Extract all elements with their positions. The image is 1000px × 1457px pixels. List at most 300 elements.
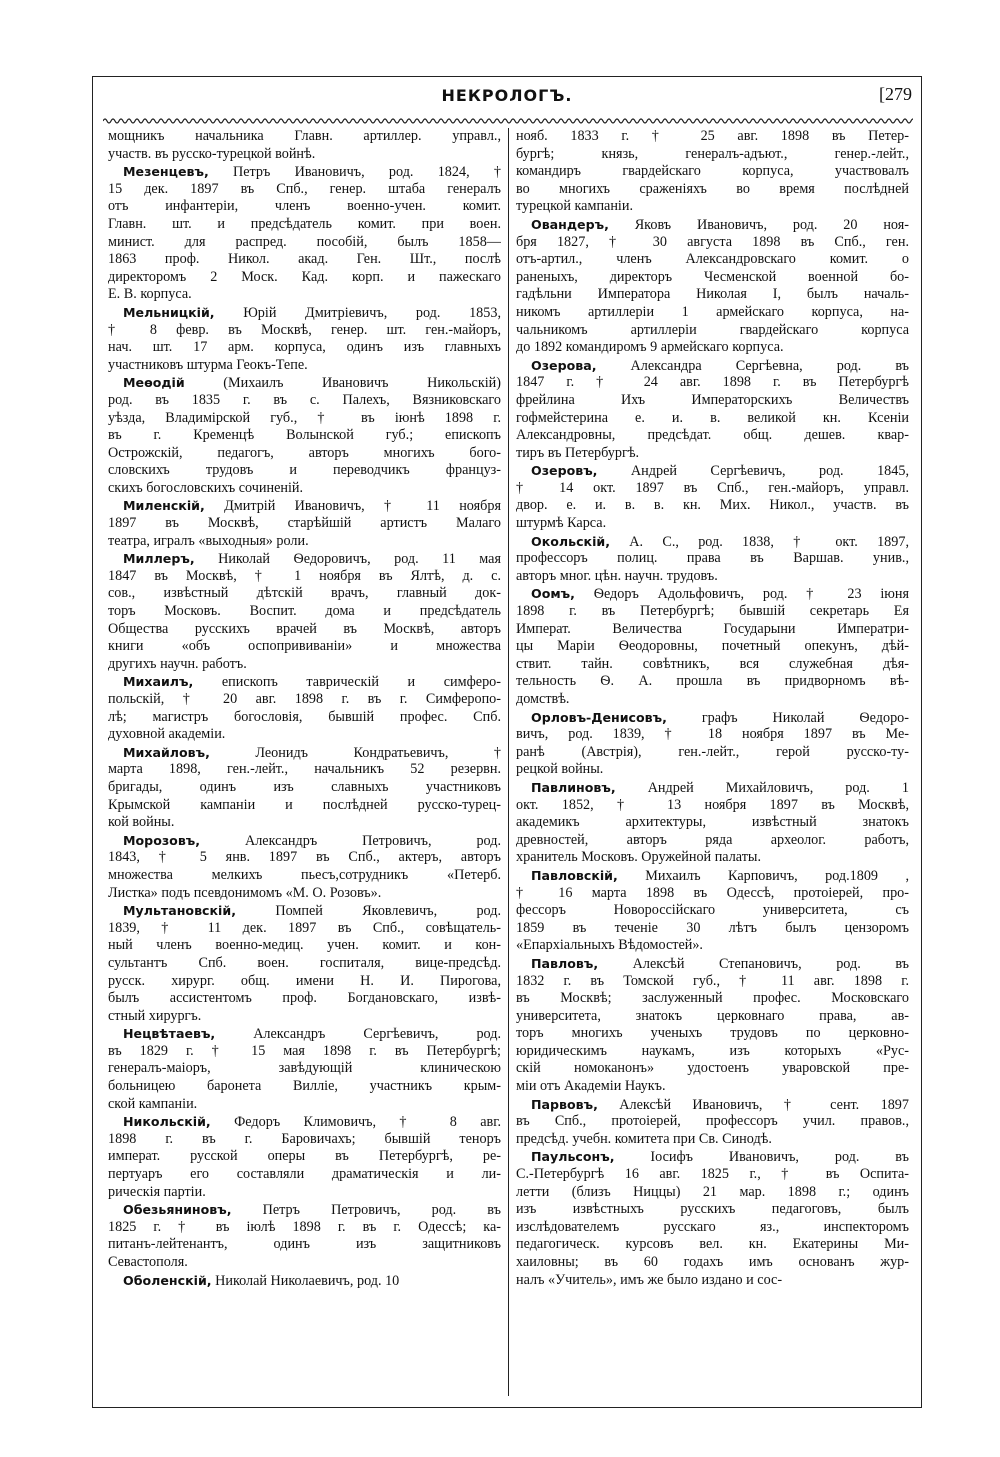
text-line: [516, 128, 909, 146]
line-text: С.-Петербургѣ 16 авг. 1825 г., † въ Оспита-: [516, 1166, 909, 1183]
line-text: Общества русскихъ врачей въ Москвѣ, авторъ: [108, 620, 501, 637]
text-line: [108, 832, 501, 850]
line-text: ствит. тайн. совѣтникъ, вся служебная дѣя-: [516, 655, 909, 672]
text-line: [516, 480, 909, 498]
text-line: [108, 216, 501, 234]
text-line: [108, 744, 501, 762]
text-line: [108, 990, 501, 1008]
line-text: Александра Сергѣевна, род. въ: [596, 357, 909, 374]
line-text: Императ. Величества Государыни Императри-: [516, 620, 909, 637]
obituary-entry: [108, 1113, 501, 1201]
text-line: [516, 251, 909, 269]
line-text: ской кампаніи.: [108, 1095, 198, 1112]
line-text: Николай Николаевичъ, род. 10: [211, 1272, 400, 1289]
obituary-entry: [516, 216, 909, 357]
text-line: [108, 902, 501, 920]
text-line: [516, 1148, 909, 1166]
line-text: рецкой войны.: [516, 761, 604, 778]
text-line: [516, 603, 909, 621]
text-line: [108, 392, 501, 410]
text-line: [108, 691, 501, 709]
line-text: Юрій Дмитріевичъ, род. 1853,: [214, 304, 501, 321]
page-title: НЕКРОЛОГЪ.: [441, 86, 573, 105]
text-line: [516, 621, 909, 639]
line-text: 1832 г. въ Томской губ., † 11 авг. 1898 г.: [516, 972, 909, 989]
line-text: авторъ мног. цѣн. научн. трудовъ.: [516, 567, 718, 584]
obituary-entry: [516, 128, 909, 216]
text-line: [108, 445, 501, 463]
line-text: Е. В. корпуса.: [108, 286, 192, 303]
line-text: пертуаръ его составляли драматическія и ли-: [108, 1166, 501, 1183]
text-line: [108, 163, 501, 181]
line-text: 1847 въ Москвѣ, † 1 ноября въ Ялтѣ, д. с.: [108, 567, 501, 584]
text-line: [108, 1008, 501, 1026]
obituary-entry: [108, 128, 501, 163]
text-line: [516, 181, 909, 199]
line-text: профессоръ полиц. права въ Варшав. унив.,: [516, 550, 909, 567]
obituary-entry: [516, 867, 909, 955]
text-line: [108, 585, 501, 603]
text-line: [516, 779, 909, 797]
text-line: [516, 1060, 909, 1078]
text-line: [516, 761, 909, 779]
obituary-entry: [516, 533, 909, 586]
text-line: [108, 814, 501, 832]
text-line: [108, 410, 501, 428]
line-text: участв. въ русско-турецкой войнѣ.: [108, 145, 316, 162]
entry-name: Окольскій,: [531, 533, 611, 549]
obituary-entry: [516, 1148, 909, 1289]
obituary-entry: [108, 832, 501, 902]
line-text: графъ Николай Ѳедоро-: [666, 709, 909, 726]
entry-name: Паульсонъ,: [531, 1149, 615, 1165]
text-line: [108, 638, 501, 656]
line-text: въ 1829 г. † 15 мая 1898 г. въ Петербургѣ;: [108, 1042, 501, 1059]
text-line: [108, 286, 501, 304]
line-text: въ г. Кременцѣ Волынской губ.; епископъ: [108, 427, 501, 444]
text-line: [108, 1148, 501, 1166]
line-text: императ. русской оперы въ Петербургѣ, ре-: [108, 1148, 501, 1165]
text-line: [516, 691, 909, 709]
text-line: [516, 585, 909, 603]
page-number: [279: [879, 84, 912, 104]
line-text: скихъ богословскихъ сочиненій.: [108, 479, 304, 496]
entry-name: Михайловъ,: [123, 744, 210, 760]
left-column: [108, 128, 501, 1398]
line-text: окт. 1852, † 13 ноября 1897 въ Москвѣ,: [516, 796, 909, 813]
text-line: [108, 322, 501, 340]
text-line: [516, 1008, 909, 1026]
entry-name: Овандеръ,: [531, 216, 609, 232]
line-text: марта 1898, ген.-лейт., начальникъ 52 резервн.: [108, 761, 501, 778]
line-text: 1843, † 5 янв. 1897 въ Спб., актеръ, авторъ: [108, 849, 501, 866]
obituary-entry: [108, 374, 501, 497]
line-text: университета, знатокъ церковнаго права, ав-: [516, 1007, 909, 1024]
line-text: бригады, одинъ изъ славныхъ участниковъ: [108, 778, 501, 795]
text-line: [516, 885, 909, 903]
text-line: [108, 1060, 501, 1078]
text-line: [516, 709, 909, 727]
line-text: множества мелкихъ пьесъ,сотрудникъ «Петерб.: [108, 866, 501, 883]
entry-name: Нецвѣтаевъ,: [123, 1026, 216, 1042]
line-text: въ Спб., протоіерей, профессоръ учил. правов.,: [516, 1113, 909, 1130]
obituary-entry: [108, 1025, 501, 1113]
text-line: [516, 920, 909, 938]
line-text: торъ многихъ ученыхъ трудовъ по церковно-: [516, 1025, 909, 1042]
entry-name: Павловскій,: [531, 867, 618, 883]
text-line: [516, 638, 909, 656]
line-text: Севастополя.: [108, 1254, 188, 1270]
text-line: [108, 146, 501, 164]
line-text: нояб. 1833 г. † 25 авг. 1898 въ Петер-: [516, 128, 909, 144]
text-line: [516, 990, 909, 1008]
line-text: † 14 окт. 1897 въ Спб., ген.-майоръ, управл.: [516, 479, 909, 496]
line-text: никомъ артиллеріи 1 армейскаго корпуса, на-: [516, 303, 909, 320]
text-line: [108, 1272, 501, 1290]
line-text: нач. шт. 17 арм. корпуса, одинъ изъ главныхъ: [108, 339, 501, 356]
line-text: 1847 г. † 24 авг. 1898 г. въ Петербургѣ: [516, 374, 909, 391]
text-line: [108, 374, 501, 392]
line-text: былъ ассистентомъ проф. Богдановскаго, извѣ-: [108, 990, 501, 1007]
text-line: [108, 427, 501, 445]
text-line: [516, 146, 909, 164]
line-text: ный членъ военно-медиц. учен. комит. и кон-: [108, 937, 501, 954]
line-text: 1898 г. въ г. Баровичахъ; бывшій теноръ: [108, 1130, 501, 1147]
line-text: фессоръ Новороссійскаго университета, съ: [516, 902, 909, 919]
line-text: штурмѣ Карса.: [516, 515, 607, 532]
text-line: [516, 973, 909, 991]
text-line: [516, 1166, 909, 1184]
line-text: 1897 въ Москвѣ, старѣйшій артистъ Малаго: [108, 515, 501, 532]
text-line: [108, 480, 501, 498]
line-text: рическія партіи.: [108, 1183, 206, 1200]
text-line: [108, 181, 501, 199]
text-line: [516, 1272, 909, 1290]
entry-name: Павлиновъ,: [531, 779, 616, 795]
line-text: до 1892 командиромъ 9 армейскаго корпуса.: [516, 339, 784, 356]
obituary-entry: [516, 357, 909, 463]
line-text: генералъ-маіоръ, завѣдующій клиническою: [108, 1060, 501, 1077]
obituary-entry: [108, 1201, 501, 1271]
text-line: [108, 1184, 501, 1202]
line-text: Іосифъ Ивановичъ, род. въ: [614, 1149, 909, 1166]
text-line: [516, 497, 909, 515]
text-line: [516, 392, 909, 410]
entry-name: Озеровъ,: [531, 463, 598, 479]
text-line: [108, 1131, 501, 1149]
text-line: [108, 673, 501, 691]
text-line: [108, 761, 501, 779]
line-text: отъ инфантеріи, членъ военно-учен. комит.: [108, 198, 501, 215]
entry-name: Морозовъ,: [123, 832, 201, 848]
line-text: русск. хирург. общ. имени Н. И. Пирогова,: [108, 972, 501, 989]
text-line: [108, 304, 501, 322]
text-line: [516, 814, 909, 832]
line-text: Крымской кампаніи и послѣдней русско-турец-: [108, 796, 501, 813]
text-line: [108, 937, 501, 955]
text-line: [108, 726, 501, 744]
text-line: [516, 726, 909, 744]
text-line: [516, 550, 909, 568]
text-line: [516, 462, 909, 480]
line-text: епископъ таврическій и симферо-: [193, 674, 501, 691]
entry-name: Михаилъ,: [123, 674, 194, 690]
line-text: 1859 въ теченіе 30 лѣтъ былъ цензоромъ: [516, 919, 909, 936]
line-text: участниковъ штурма Геокъ-Тепе.: [108, 356, 308, 373]
line-text: Андрей Михайловичъ, род. 1: [615, 779, 909, 796]
text-line: [516, 533, 909, 551]
text-line: [516, 1113, 909, 1131]
text-line: [516, 744, 909, 762]
line-text: тиръ въ Петербургѣ.: [516, 444, 640, 461]
text-line: [108, 339, 501, 357]
text-line: [108, 251, 501, 269]
text-line: [516, 357, 909, 375]
line-text: «Епархіальныхъ Вѣдомостей».: [516, 937, 703, 954]
wavy-rule: [103, 116, 913, 126]
text-line: [516, 304, 909, 322]
column-divider: [508, 128, 509, 1396]
text-line: [108, 779, 501, 797]
text-line: [516, 1219, 909, 1237]
line-text: изъ извѣстныхъ русскихъ педагоговъ, былъ: [516, 1201, 909, 1218]
line-text: Помпей Яковлевичъ, род.: [236, 903, 501, 920]
line-text: стный хирургъ.: [108, 1007, 202, 1024]
line-text: Ѳедоръ Адольфовичъ, род. † 23 іюня: [574, 586, 909, 603]
text-line: [108, 1096, 501, 1114]
line-text: раненыхъ, директоръ Чесменской военной бо-: [516, 268, 909, 285]
line-text: домствѣ.: [516, 691, 570, 707]
text-line: [108, 568, 501, 586]
entry-name: Миленскій,: [123, 498, 205, 514]
line-text: тельность Ѳ. А. прошла въ придворномъ вѣ-: [516, 673, 909, 690]
entry-name: Мультановскій,: [123, 903, 236, 919]
text-line: [516, 216, 909, 234]
text-line: [108, 603, 501, 621]
text-line: [516, 286, 909, 304]
text-line: [516, 269, 909, 287]
line-text: академикъ архитектуры, извѣстный знатокъ: [516, 814, 909, 831]
line-text: командиръ гвардейскаго корпуса, участвовалъ: [516, 163, 909, 180]
text-line: [108, 1201, 501, 1219]
line-text: Леонидъ Кондратьевичъ, †: [209, 744, 501, 761]
line-text: бря 1827, † 30 августа 1898 въ Спб., ген.: [516, 233, 909, 250]
text-line: [516, 374, 909, 392]
line-text: кой войны.: [108, 814, 175, 831]
line-text: Главн. шт. и предсѣдатель комит. при воен.: [108, 215, 501, 232]
text-line: [516, 797, 909, 815]
line-text: хаиловны; въ 60 годахъ имъ основанъ жур-: [516, 1254, 909, 1270]
text-line: [108, 462, 501, 480]
text-line: [516, 198, 909, 216]
text-line: [108, 550, 501, 568]
line-text: фрейлина Ихъ Императорскихъ Величествъ: [516, 391, 909, 408]
line-text: Острожскій, педагогъ, авторъ многихъ бого-: [108, 444, 501, 461]
obituary-entry: [516, 1096, 909, 1149]
line-text: Александръ Сергѣевичъ, род.: [215, 1026, 501, 1043]
entry-name: Миллеръ,: [123, 551, 195, 567]
line-text: 1898 г. въ Петербургѣ; бывшій секретарь Ея: [516, 603, 909, 620]
line-text: чальникомъ артиллеріи гвардейскаго корпуса: [516, 321, 909, 338]
line-text: скій номоканонъ» удостоенъ уваровской пре-: [516, 1060, 909, 1077]
entry-name: Мельницкій,: [123, 304, 215, 320]
line-text: больницею баронета Виллie, участникъ крым-: [108, 1078, 501, 1095]
text-line: [108, 955, 501, 973]
line-text: педагогическ. курсовъ вел. кн. Екатерины Ми-: [516, 1236, 909, 1253]
line-text: міи отъ Академіи Наукъ.: [516, 1078, 666, 1095]
line-text: Александровны, предсѣдат. общ. дешев. квар-: [516, 427, 909, 444]
entry-name: Оомъ,: [531, 586, 575, 602]
line-text: Дмитрій Ивановичъ, † 11 ноября: [204, 498, 501, 515]
obituary-entry: [516, 955, 909, 1096]
text-line: [108, 1113, 501, 1131]
text-line: [516, 1236, 909, 1254]
text-line: [516, 1184, 909, 1202]
line-text: торъ Московъ. Воспит. дома и предсѣдатель: [108, 603, 501, 620]
text-line: [108, 1254, 501, 1272]
text-line: [108, 1236, 501, 1254]
entry-name: Парвовъ,: [531, 1096, 598, 1112]
line-text: турецкой кампаніи.: [516, 198, 634, 215]
line-text: духовной академіи.: [108, 726, 226, 743]
text-line: [516, 1078, 909, 1096]
text-line: [108, 357, 501, 375]
line-text: налъ «Учитель», имъ же было издано и сос-: [516, 1271, 783, 1288]
line-text: польскій, † 20 авг. 1898 г. въ г. Симферопо-: [108, 691, 501, 707]
entry-name: Орловъ-Денисовъ,: [531, 709, 667, 725]
text-line: [516, 867, 909, 885]
line-text: отъ-артил., членъ Александровскаго комит. о: [516, 251, 909, 268]
line-text: род. въ 1835 г. въ с. Палехъ, Вязниковскаго: [108, 391, 501, 408]
obituary-entry: [108, 744, 501, 832]
line-text: † 16 марта 1898 въ Одессѣ, протоіерей, про-: [516, 884, 909, 901]
text-line: [108, 515, 501, 533]
line-text: Яковъ Ивановичъ, род. 20 ноя-: [608, 216, 909, 233]
line-text: питанъ-лейтенантъ, одинъ изъ защитниковъ: [108, 1236, 501, 1253]
text-line: [108, 1166, 501, 1184]
line-text: Александръ Петровичъ, род.: [200, 832, 501, 849]
entry-name: Мезенцевъ,: [123, 164, 209, 180]
text-line: [108, 533, 501, 551]
entry-name: Оболенскій,: [123, 1272, 212, 1288]
text-line: [108, 1078, 501, 1096]
obituary-entry: [516, 709, 909, 779]
entry-name: Павловъ,: [531, 955, 599, 971]
obituary-entry: [108, 902, 501, 1025]
text-line: [108, 849, 501, 867]
line-text: Листка» подъ псевдонимомъ «М. О. Розовъ».: [108, 884, 382, 901]
entry-name: Обезьяниновъ,: [123, 1202, 232, 1218]
entry-name: Озерова,: [531, 357, 597, 373]
text-line: [516, 322, 909, 340]
text-line: [516, 955, 909, 973]
text-line: [516, 832, 909, 850]
entry-name: Меѳодій: [123, 375, 185, 391]
text-line: [108, 269, 501, 287]
text-line: [108, 128, 501, 146]
line-text: Андрей Сергѣевичъ, род. 1845,: [597, 463, 909, 480]
text-line: [108, 621, 501, 639]
line-text: † 8 февр. въ Москвѣ, генер. шт. ген.-майоръ,: [108, 321, 501, 338]
line-text: 15 дек. 1897 въ Спб., генер. штаба генералъ: [108, 180, 501, 197]
line-text: хранитель Московъ. Оружейной палаты.: [516, 849, 762, 866]
obituary-entry: [108, 304, 501, 374]
line-text: уѣзда, Владимірской губ., † въ іюнѣ 1898 г.: [108, 409, 501, 426]
text-line: [108, 198, 501, 216]
text-line: [516, 849, 909, 867]
text-line: [108, 973, 501, 991]
line-text: сов., извѣстный дѣтскій врачъ, главный док-: [108, 585, 501, 602]
text-line: [516, 656, 909, 674]
text-line: [516, 445, 909, 463]
line-text: Алексѣй Степановичъ, род. въ: [598, 955, 909, 972]
obituary-entry: [516, 585, 909, 708]
text-line: [108, 885, 501, 903]
text-line: [516, 1201, 909, 1219]
line-text: гофмейстерина е. и. в. великой кн. Ксеніи: [516, 409, 909, 426]
text-line: [108, 1025, 501, 1043]
text-line: [516, 427, 909, 445]
line-text: минист. для распред. пособій, былъ 1858—: [108, 233, 501, 250]
text-line: [516, 1254, 909, 1272]
text-line: [516, 1131, 909, 1149]
line-text: юридическимъ наукамъ, изъ которыхъ «Рус-: [516, 1042, 909, 1059]
obituary-entry: [516, 779, 909, 867]
line-text: изслѣдователемъ русскаго яз., инспекторомъ: [516, 1218, 909, 1235]
obituary-entry: [108, 550, 501, 673]
line-text: ранѣ (Австрія), ген.-лейт., герой русско-ту-: [516, 743, 909, 760]
text-line: [108, 920, 501, 938]
text-line: [108, 797, 501, 815]
line-text: книги «объ оспопрививаніи» и множества: [108, 638, 501, 655]
text-line: [516, 673, 909, 691]
line-text: гадѣльни Императора Николая I, былъ началь-: [516, 286, 909, 303]
line-text: словскихъ трудовъ и переводчикъ француз-: [108, 462, 501, 479]
line-text: древностей, авторъ ряда археолог. работъ,: [516, 831, 909, 848]
entry-name: Никольскій,: [123, 1114, 211, 1130]
line-text: театра, игралъ «выходныя» роли.: [108, 532, 309, 549]
line-text: сультантъ Спб. воен. госпиталя, вице-предсѣд.: [108, 954, 501, 971]
text-line: [516, 1096, 909, 1114]
text-line: [108, 656, 501, 674]
obituary-entry: [108, 673, 501, 743]
text-line: [108, 709, 501, 727]
line-text: Федоръ Климовичъ, † 8 авг.: [210, 1114, 501, 1131]
text-line: [108, 1043, 501, 1061]
text-line: [516, 1025, 909, 1043]
text-line: [516, 410, 909, 428]
text-line: [516, 515, 909, 533]
line-text: Михаилъ Карповичъ, род.1809 ,: [617, 867, 909, 884]
text-line: [516, 339, 909, 357]
text-line: [516, 902, 909, 920]
obituary-entry: [108, 497, 501, 550]
line-text: летти (близъ Ниццы) 21 мар. 1898 г.; одинъ: [516, 1183, 909, 1200]
line-text: Николай Ѳедоровичъ, род. 11 мая: [194, 551, 501, 568]
line-text: 1863 проф. Никол. акад. Ген. Шт., послѣ: [108, 251, 501, 268]
line-text: А. С., род. 1838, † окт. 1897,: [610, 533, 909, 550]
line-text: мощникъ начальника Главн. артиллер. управл.,: [108, 128, 501, 144]
line-text: Алексѣй Ивановичъ, † сент. 1897: [597, 1096, 909, 1113]
text-line: [516, 568, 909, 586]
line-text: предсѣд. учебн. комитета при Св. Синодѣ.: [516, 1130, 772, 1147]
line-text: въ Москвѣ; заслуженный профес. Московскаго: [516, 990, 909, 1007]
line-text: во многихъ сраженіяхъ во время послѣдней: [516, 180, 909, 197]
right-column: [516, 128, 909, 1398]
text-line: [108, 1219, 501, 1237]
text-line: [516, 937, 909, 955]
obituary-entry: [108, 163, 501, 304]
